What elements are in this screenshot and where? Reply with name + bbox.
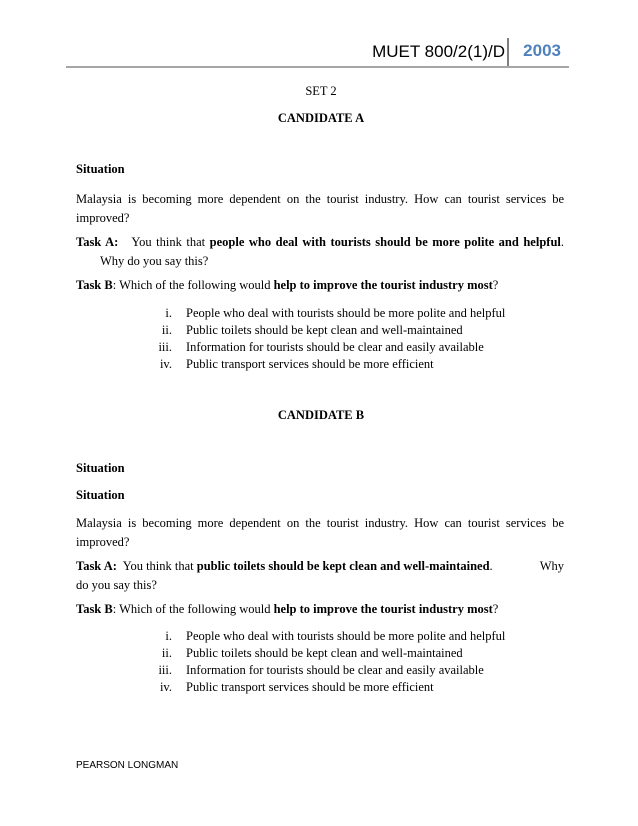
task-b-emphasis: help to improve the tourist industry most	[273, 602, 493, 616]
candidate-b-situation	[76, 514, 564, 552]
candidate-a-options	[140, 305, 505, 373]
task-b-end: ?	[492, 278, 499, 292]
page-footer: PEARSON LONGMAN	[76, 760, 179, 771]
task-a-emphasis: people who deal with tourists should be more polite and helpful	[209, 235, 561, 249]
option-text: Public transport services should be more efficient	[186, 680, 434, 694]
task-b-end: ?	[492, 602, 499, 616]
option-number: i.	[165, 629, 172, 643]
list-item	[140, 356, 505, 373]
task-a-line	[76, 557, 564, 576]
task-a-text: You think that	[131, 235, 206, 249]
task-a-end: .	[489, 559, 493, 573]
candidate-b-title: CANDIDATE B	[277, 408, 365, 422]
task-b-emphasis: help to improve the tourist industry most	[273, 278, 493, 292]
header-divider	[507, 38, 509, 68]
situation-line: Malaysia is becoming more dependent on the tourist industry. How can tourist services be	[76, 192, 564, 206]
option-text: Public toilets should be kept clean and well-maintained	[186, 323, 463, 337]
list-item	[140, 322, 505, 339]
list-item	[140, 679, 505, 696]
exam-year: 2003	[523, 41, 561, 60]
task-a-text: You think that	[122, 559, 194, 573]
list-item	[140, 628, 505, 645]
candidate-a-situation	[76, 190, 564, 228]
candidate-b-situation-label-repeat: Situation	[76, 488, 125, 502]
task-b-text: : Which of the following would	[112, 602, 271, 616]
set-title: SET 2	[305, 84, 337, 98]
option-text: Public toilets should be kept clean and well-maintained	[186, 646, 463, 660]
situation-line: improved?	[76, 211, 130, 225]
candidate-b-options	[140, 628, 505, 696]
option-text: People who deal with tourists should be more polite and helpful	[186, 629, 506, 643]
option-text: Information for tourists should be clear and easily available	[186, 663, 484, 677]
candidate-b-situation-label: Situation	[76, 461, 125, 475]
option-number: i.	[165, 306, 172, 320]
option-number: iii.	[158, 340, 172, 354]
candidate-a-task-a	[76, 233, 564, 271]
task-b-label: Task B	[76, 278, 113, 292]
option-text: People who deal with tourists should be more polite and helpful	[186, 306, 506, 320]
candidate-a-task-b	[76, 276, 564, 295]
option-number: iii.	[158, 663, 172, 677]
page-header	[66, 36, 569, 68]
candidate-b-task-a	[76, 557, 564, 595]
header-rule	[66, 66, 569, 68]
task-b-label: Task B	[76, 602, 113, 616]
option-number: iv.	[159, 680, 172, 694]
list-item	[140, 662, 505, 679]
option-text: Public transport services should be more efficient	[186, 357, 434, 371]
candidate-a-situation-label: Situation	[76, 162, 125, 176]
task-a-label: Task A:	[76, 559, 117, 573]
task-a-question: do you say this?	[76, 578, 157, 592]
task-a-why: Why	[539, 559, 564, 573]
option-number: ii.	[161, 323, 172, 337]
situation-line: Malaysia is becoming more dependent on the tourist industry. How can tourist services be	[76, 516, 564, 530]
list-item	[140, 305, 505, 322]
list-item	[140, 645, 505, 662]
option-number: iv.	[159, 357, 172, 371]
situation-line: improved?	[76, 535, 130, 549]
list-item	[140, 339, 505, 356]
option-number: ii.	[161, 646, 172, 660]
candidate-b-task-b	[76, 600, 564, 619]
option-text: Information for tourists should be clear and easily available	[186, 340, 484, 354]
task-a-emphasis: public toilets should be kept clean and well-maintained	[196, 559, 490, 573]
task-a-label: Task A:	[76, 235, 119, 249]
exam-code: MUET 800/2(1)/D	[372, 42, 505, 61]
task-b-text: : Which of the following would	[112, 278, 271, 292]
task-a-question: Why do you say this?	[100, 254, 209, 268]
candidate-a-title: CANDIDATE A	[277, 111, 365, 125]
task-a-line	[76, 233, 564, 252]
task-a-end: .	[560, 235, 564, 249]
